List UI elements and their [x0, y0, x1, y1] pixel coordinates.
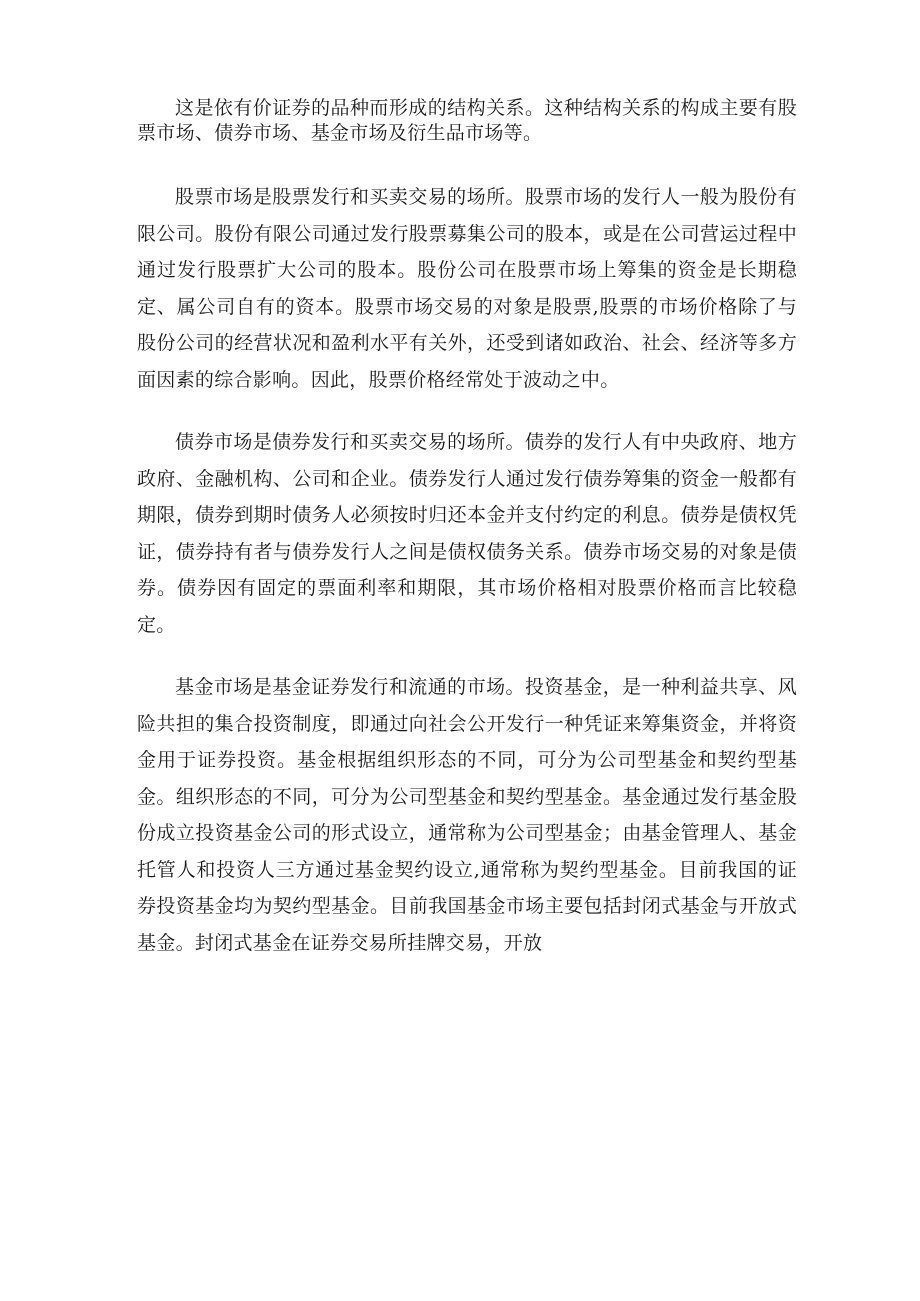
paragraph-fund-market: 基金市场是基金证券发行和流通的市场。投资基金，是一种利益共享、风险共担的集合投资制度，即通过向社会公开发行一种凭证来筹集资金，并将资金用于证券投资。基金根据组织形态的不同，可分为公司型基金和契约型基金。组织形态的不同，可分为公司型基金和契约型基金。基金通过发行基金股份成立投资基金公司的形式设立，通常称为公司型基金；由基金管理人、基金托管人和投资人三方通过基金契约设立,通常称为契约型基金。目前我国的证券投资基金均为契约型基金。目前我国基金市场主要包括封闭式基金与开放式基金。封闭式基金在证券交易所挂牌交易，开放: [137, 676, 797, 954]
paragraph-securities-structure: 这是依有价证券的品种而形成的结构关系。这种结构关系的构成主要有股票市场、债券市场、基金市场及衍生品市场等。: [137, 97, 797, 144]
paragraph-stock-market: 股票市场是股票发行和买卖交易的场所。股票市场的发行人一般为股份有限公司。股份有限公司通过发行股票募集公司的股本，或是在公司营运过程中通过发行股票扩大公司的股本。股份公司在股票市场上筹集的资金是长期稳定、属公司自有的资本。股票市场交易的对象是股票,股票的市场价格除了与股份公司的经营状况和盈利水平有关外，还受到诸如政治、社会、经济等多方面因素的综合影响。因此，股票价格经常处于波动之中。: [137, 186, 797, 391]
document-page: [137, 96, 797, 961]
paragraph-bond-market: 债券市场是债券发行和买卖交易的场所。债券的发行人有中央政府、地方政府、金融机构、公司和企业。债券发行人通过发行债券筹集的资金一般都有期限，债券到期时债务人必须按时归还本金并支付约定的利息。债券是债权凭证，债券持有者与债券发行人之间是债权债务关系。债券市场交易的对象是债券。债券因有固定的票面利率和期限，其市场价格相对股票价格而言比较稳定。: [137, 431, 797, 636]
